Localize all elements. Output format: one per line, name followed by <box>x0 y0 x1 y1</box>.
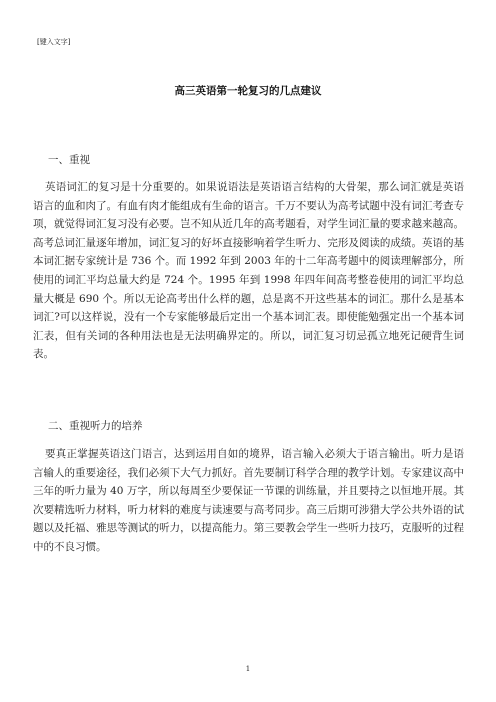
document-title: 高三英语第一轮复习的几点建议 <box>174 85 322 97</box>
header-placeholder-text[interactable]: [键入文字] <box>37 38 71 46</box>
section-heading-listening: 二、重视听力的培养 <box>48 420 143 432</box>
section-paragraph-listening: 要真正掌握英语这门语言，达到运用自如的境界，语言输入必须大于语言输出。听力是语言输人的重要途径，我们必须下大气力抓好。首先要制订科学合理的教学计划。专家建议高中三年的听力量为 40 万字，所以每周至少要保证一节课的训练量，并且要持之以恒地开展。其次要精选听力材料，听力材料的难度与读速要与高考同步。高三后期可涉猎大学公共外语的试题以及托福、雅思等测试的听力，以提高能力。第三要教会学生一些听力技巧，克服听的过程中的不良习惯。 <box>33 448 464 553</box>
section-heading-vocabulary: 一、重视 <box>48 154 90 166</box>
section-paragraph-vocabulary: 英语词汇的复习是十分重要的。如果说语法是英语语言结构的大骨架，那么词汇就是英语语言的血和肉了。有血有肉才能组成有生命的语言。千万不要认为高考试题中没有词汇考查专项，就觉得词汇复习没有必要。岂不知从近几年的高考题看，对学生词汇量的要求越来越高。高考总词汇量逐年增加，词汇复习的好坏直接影响着学生听力、完形及阅读的成绩。英语的基本词汇据专家统计是 736 个。而 1992 年到 2003 年的十二年高考题中的阅读理解部分，所使用的词汇平均总量大约是 724 个。1995 年到 1998 年四年间高考整卷使用的词汇平均总量大概是 690 个。所以无论高考出什么样的题，总是离不开这些基本的词汇。那什么是基本词汇?可以这样说，没有一个专家能够最后定出一个基本词汇表。即使能勉强定出一个基本词汇表，但有关词的各种用法也是无法明确界定的。所以，词汇复习切忌孤立地死记硬背生词表。 <box>33 181 464 361</box>
page-number: 1 <box>245 665 251 673</box>
